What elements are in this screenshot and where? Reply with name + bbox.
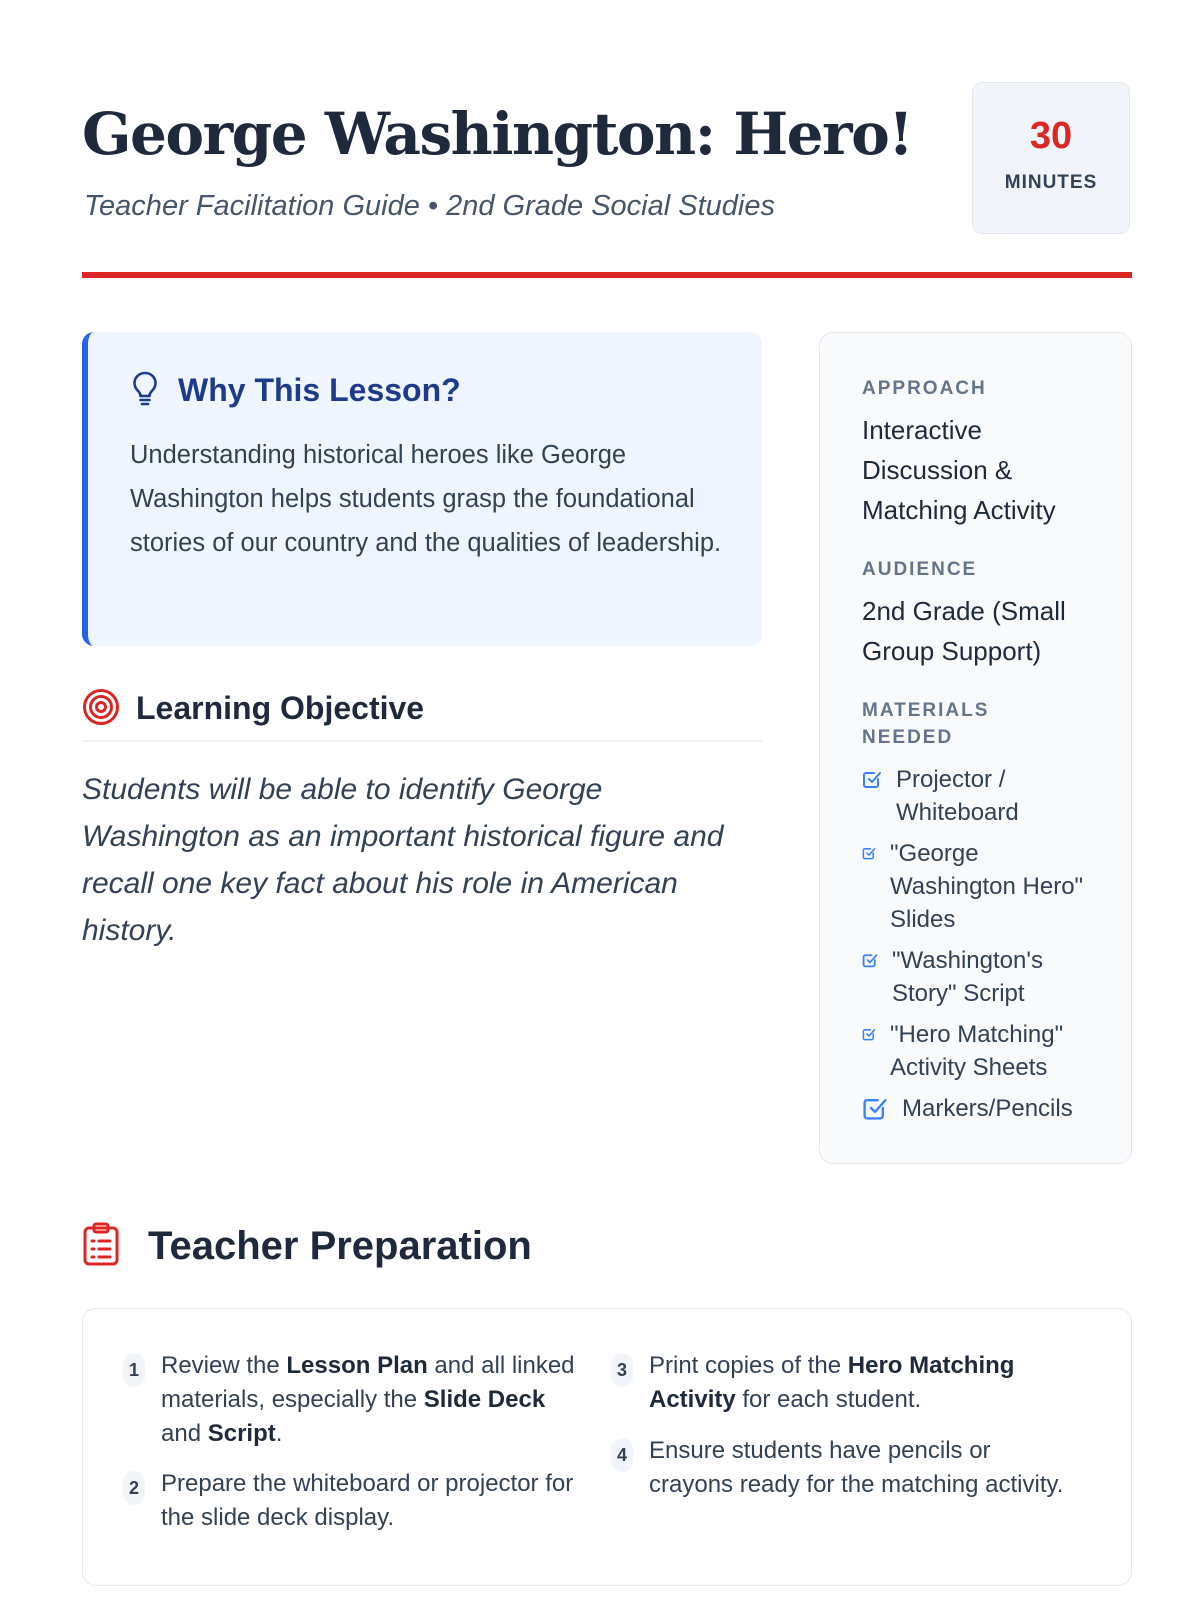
duration-value: 30 — [1029, 115, 1073, 157]
header-divider — [82, 272, 1132, 278]
objective-title: Learning Objective — [136, 690, 425, 726]
material-label: "Hero Matching" Activity Sheets — [890, 1021, 1064, 1081]
checkbox-icon — [862, 1095, 888, 1121]
why-callout — [82, 332, 762, 646]
objective-heading — [82, 688, 762, 742]
material-label: Markers/Pencils — [902, 1095, 1073, 1122]
step-text: Ensure students have pencils or crayons ready for the matching activity. — [649, 1437, 1064, 1498]
step-text: Print copies of the Hero Matching Activity for each student. — [649, 1352, 1015, 1413]
prep-step — [611, 1349, 1081, 1417]
checkbox-icon — [862, 1027, 876, 1041]
material-label: "Washington's Story" Script — [892, 947, 1043, 1007]
why-title: Why This Lesson? — [178, 372, 461, 408]
step-number: 3 — [611, 1353, 633, 1387]
step-number: 2 — [123, 1471, 145, 1505]
page-title: George Washington: Hero! — [82, 100, 913, 168]
duration-badge — [972, 82, 1130, 234]
material-label: "George Washington Hero" Slides — [890, 840, 1084, 933]
audience-label: AUDIENCE — [862, 559, 978, 580]
list-item — [862, 763, 1101, 829]
step-text: Review the Lesson Plan and all linked materials, especially the Slide Deck and Script. — [161, 1352, 575, 1447]
list-item — [862, 1018, 1101, 1084]
why-body: Understanding historical heroes like George Washington helps students grasp the foundational stories of our country and the qualities of leadership. — [130, 441, 722, 557]
step-number: 1 — [123, 1353, 145, 1387]
audience-value: 2nd Grade (Small Group Support) — [862, 596, 1066, 666]
prep-heading — [82, 1222, 532, 1271]
prep-steps-card — [82, 1308, 1132, 1586]
duration-unit: MINUTES — [1004, 172, 1098, 193]
prep-step — [123, 1467, 583, 1535]
target-icon — [82, 688, 120, 731]
prep-step — [611, 1434, 1081, 1502]
lightbulb-icon — [130, 370, 160, 411]
checkbox-icon — [862, 769, 882, 789]
step-text: Prepare the whiteboard or projector for the slide deck display. — [161, 1470, 574, 1531]
approach-value: Interactive Discussion & Matching Activity — [862, 415, 1056, 525]
material-label: Projector / Whiteboard — [896, 766, 1019, 826]
materials-list — [862, 763, 1101, 1125]
prep-step — [123, 1349, 583, 1451]
clipboard-icon — [82, 1222, 120, 1271]
list-item — [862, 837, 1101, 936]
objective-text: Students will be able to identify George Washington as an important historical figure and recall one key fact about his role in American history. — [82, 773, 724, 947]
list-item — [862, 1092, 1101, 1125]
checkbox-icon — [862, 846, 876, 860]
approach-label: APPROACH — [862, 378, 987, 399]
list-item — [862, 944, 1101, 1010]
lesson-info-sidebar — [819, 332, 1132, 1164]
step-number: 4 — [611, 1438, 633, 1472]
checkbox-icon — [862, 952, 878, 968]
prep-title: Teacher Preparation — [148, 1224, 532, 1268]
materials-label: MATERIALS NEEDED — [862, 700, 990, 748]
page-subtitle: Teacher Facilitation Guide • 2nd Grade Social Studies — [84, 190, 775, 222]
